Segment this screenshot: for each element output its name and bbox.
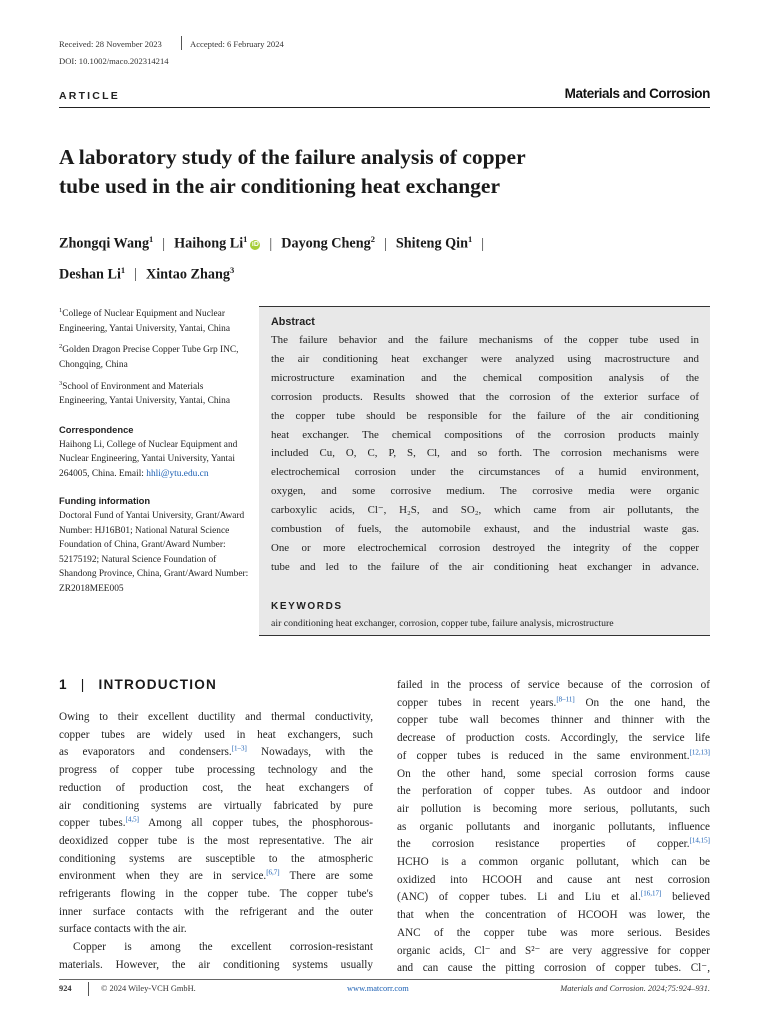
line-text: copper tubes in recent years. xyxy=(397,696,557,709)
journal-url-link[interactable]: www.matcorr.com xyxy=(347,984,409,993)
line-text: believed xyxy=(661,891,710,904)
affiliation xyxy=(59,340,249,372)
line-text: inner surface contacts with the refrigerant and the outer xyxy=(59,905,373,918)
author-name[interactable]: Haihong Li xyxy=(174,235,244,252)
abstract-text xyxy=(271,331,699,577)
accepted-date: Accepted: 6 February 2024 xyxy=(190,39,284,49)
body-line xyxy=(59,957,373,975)
line-text: copper tubes. xyxy=(59,817,126,830)
keywords-text: air conditioning heat exchanger, corrosion, copper tube, failure analysis, microstructure xyxy=(271,618,614,629)
citation-ref[interactable]: [14,15] xyxy=(689,836,710,845)
line-text: On the one hand, the xyxy=(574,696,710,709)
body-line xyxy=(59,727,373,745)
citation-ref[interactable]: [16,17] xyxy=(640,889,662,898)
abstract-line: the air conditioning heat exchanger were analyzed using macrostructure and xyxy=(271,352,699,365)
body-line xyxy=(59,939,373,957)
abstract-box xyxy=(259,306,710,636)
keywords-heading: KEYWORDS xyxy=(271,601,343,612)
citation-ref[interactable]: [12,13] xyxy=(689,748,710,757)
line-text: and can cause the pitting corrosion of copper tubes. Cl⁻, xyxy=(397,962,710,975)
author-separator: | xyxy=(162,235,166,252)
doi[interactable]: DOI: 10.1002/maco.202314214 xyxy=(59,56,169,66)
correspondence-heading: Correspondence xyxy=(59,423,134,435)
title-line: A laboratory study of the failure analysis of copper xyxy=(59,145,526,169)
author-affil-sup: 3 xyxy=(229,264,235,275)
section-title: INTRODUCTION xyxy=(98,677,218,692)
section-separator: | xyxy=(80,677,86,692)
author-name[interactable]: Zhongqi Wang xyxy=(59,235,150,252)
line-text: the corrosion resistance properties of copper. xyxy=(397,838,690,851)
citation-ref[interactable]: [8–11] xyxy=(556,694,575,703)
citation-ref[interactable]: [6,7] xyxy=(266,868,280,877)
line-text: surface contacts with the air. xyxy=(59,923,187,936)
body-line xyxy=(59,798,373,816)
abstract-line: carboxylic acids, Cl⁻, H₂S, and SO₂, which came from air pollutants, the xyxy=(271,504,699,517)
body-line xyxy=(397,783,710,801)
line-text: as evaporators and condensers. xyxy=(59,746,232,759)
author-line xyxy=(59,257,719,288)
affil-sup: 3 xyxy=(59,379,63,387)
author-name[interactable]: Xintao Zhang xyxy=(145,266,230,283)
section-heading xyxy=(59,677,217,692)
author-line xyxy=(59,226,719,257)
orcid-icon[interactable]: iD xyxy=(251,240,259,248)
body-column-left xyxy=(59,709,373,975)
copyright: © 2024 Wiley-VCH GmbH. xyxy=(101,984,196,993)
citation-ref[interactable]: [4,5] xyxy=(125,815,140,824)
author-list xyxy=(59,226,719,287)
body-line xyxy=(397,677,710,695)
body-line xyxy=(59,851,373,869)
correspondence-text xyxy=(59,438,249,482)
funding-text: Doctoral Fund of Yantai University, Grant/Award Number: HJ16B01; National Natural Science Foundation of China, Grant/Award Number: 52175192; Natural Science Foundation of Shandong Province, China, Grant/Award Number: ZR2018MEE005 xyxy=(59,510,249,594)
body-line xyxy=(397,925,710,943)
received-date: Received: 28 November 2023 xyxy=(59,39,162,49)
abstract-line: electrochemical corrosion under the circumstances of a humid environment, xyxy=(271,466,699,479)
footer-divider xyxy=(88,982,89,996)
line-text: There are some xyxy=(279,870,373,883)
author-affil-sup: 2 xyxy=(370,234,375,244)
body-line xyxy=(59,833,373,851)
author-affil-sup: 1 xyxy=(467,234,473,244)
body-column-right xyxy=(397,677,710,978)
line-text: materials. However, the air conditioning systems usually xyxy=(59,958,373,971)
affil-sup: 1 xyxy=(59,307,63,314)
body-line xyxy=(397,801,710,819)
footer-rule xyxy=(59,979,710,980)
author-separator: | xyxy=(481,235,485,252)
line-text: organic acids, Cl⁻ and S²⁻ are very aggressive for copper xyxy=(397,944,710,957)
line-text: HCHO is a common organic pollutant, which can be xyxy=(397,856,710,869)
abstract-line: heat exchanger. The chemical compositions of the corrosion products mainly xyxy=(271,428,699,441)
body-line xyxy=(59,762,373,780)
body-line xyxy=(59,815,373,833)
line-text: as organic pollutants and inorganic pollutants, influence xyxy=(397,820,710,833)
affil-text: College of Nuclear Equipment and Nuclear Engineering, Yantai University, Yantai, China xyxy=(59,309,230,334)
body-line xyxy=(397,819,710,837)
line-text: failed in the process of service because of the corrosion of xyxy=(397,679,710,691)
line-text: decrease of production costs. Accordingly, the service life xyxy=(397,732,710,745)
body-line xyxy=(397,854,710,872)
body-line xyxy=(397,748,710,766)
line-text: air conditioning systems are virtually fabricated by pure xyxy=(59,799,373,812)
abstract-line: microstructure examination and the chemical composition analysis of the xyxy=(271,371,699,384)
abstract-heading: Abstract xyxy=(271,316,315,328)
body-line xyxy=(397,766,710,784)
abstract-line: One or more electrochemical corrosion destroyed the integrity of the copper xyxy=(271,541,699,554)
author-separator: | xyxy=(134,266,137,283)
author-name[interactable]: Shiteng Qin xyxy=(395,235,468,252)
author-name[interactable]: Deshan Li xyxy=(59,266,121,283)
abstract-line: the copper tube should be responsible for the failure of the air conditioning xyxy=(271,409,699,422)
line-text: the perforation of copper tubes. As outdoor and indoor xyxy=(397,785,710,798)
side-info-column xyxy=(59,304,249,596)
line-text: Owing to their excellent ductility and thermal conductivity, xyxy=(59,711,373,723)
affil-sup: 2 xyxy=(59,343,63,351)
line-text: oxidized into HCOOH and cause ant nest corrosion xyxy=(397,873,710,886)
abstract-line: combustion of fuels, the automobile exhaust, and the industrial waste gas. xyxy=(271,523,699,536)
line-text: deoxidized copper tube is the most representative. The air xyxy=(59,834,373,847)
line-text: Among all copper tubes, the phosphorous- xyxy=(139,817,373,830)
body-line xyxy=(397,960,710,978)
line-text: Nowadays, with the xyxy=(246,746,373,759)
page-number: 924 xyxy=(59,984,72,993)
line-text: that when the concentration of HCOOH was lower, the xyxy=(397,909,710,922)
line-text: environment when they are in service. xyxy=(59,870,267,883)
line-text: progress of copper tube processing technology and the xyxy=(59,764,373,777)
body-line xyxy=(59,744,373,762)
body-line xyxy=(397,695,710,713)
body-line xyxy=(397,836,710,854)
body-line xyxy=(397,907,710,925)
body-line xyxy=(59,868,373,886)
citation: Materials and Corrosion. 2024;75:924–931. xyxy=(560,984,710,993)
body-line xyxy=(397,943,710,961)
affiliation xyxy=(59,377,249,409)
author-affil-sup: 1 xyxy=(149,234,154,244)
abstract-line: oxygen, and some corrosive medium. The corrosive media were organic xyxy=(271,485,699,498)
line-text: conditioning systems are susceptible to the atmospheric xyxy=(59,852,373,865)
journal-name: Materials and Corrosion xyxy=(564,86,710,101)
body-line xyxy=(59,921,373,939)
abstract-line: tube and led to the failure of the air conditioning heat exchanger in advance. xyxy=(271,560,699,573)
journal-url[interactable] xyxy=(347,984,409,993)
author-separator: | xyxy=(383,235,387,252)
line-text: air pollution is becoming more serious, pollutants, such xyxy=(397,802,710,815)
email-label: Email: xyxy=(118,468,144,479)
abstract-line: included Cu, O, C, P, S, Cl, and so forth. The corrosion mechanisms were xyxy=(271,447,699,460)
body-line xyxy=(397,872,710,890)
body-line xyxy=(397,889,710,907)
body-line xyxy=(59,780,373,798)
author-affil-sup: 1 xyxy=(243,234,248,244)
line-text: of copper tubes is reduced in the same environment. xyxy=(397,749,690,762)
affil-text: Golden Dragon Precise Copper Tube Grp INC, Chongqing, China xyxy=(59,345,239,371)
line-text: refrigerants flowing in the copper tube. The copper tube's xyxy=(59,888,373,901)
body-line xyxy=(397,730,710,748)
author-separator: | xyxy=(269,235,273,252)
line-text: ANC of the copper tube was more serious. Besides xyxy=(397,926,710,939)
title-line: tube used in the air conditioning heat exchanger xyxy=(59,174,500,198)
section-number: 1 xyxy=(59,677,68,692)
abstract-line: corrosion products. Results showed that the corrosion of the exterior surface of xyxy=(271,390,699,403)
affil-text: School of Environment and Materials Engineering, Yantai University, Yantai, China xyxy=(59,381,230,407)
article-label: ARTICLE xyxy=(59,90,120,102)
abstract-line: The failure behavior and the failure mechanisms of the copper tube used in xyxy=(271,334,699,346)
citation-ref[interactable]: [1–3] xyxy=(231,744,247,753)
correspondence-address: Haihong Li, College of Nuclear Equipment and Nuclear Engineering, Yantai University, Yantai 264005, China. xyxy=(59,439,238,479)
line-text: On the other hand, some special corrosion forms cause xyxy=(397,767,710,780)
author-affil-sup: 1 xyxy=(120,264,126,275)
line-text: copper tubes are widely used in heat exchangers, such xyxy=(59,728,373,741)
article-title xyxy=(59,143,719,201)
line-text: copper tube wall becomes thinner and thinner with the xyxy=(397,714,710,727)
line-text: Copper is among the excellent corrosion-resistant xyxy=(73,941,373,954)
funding-heading: Funding information xyxy=(59,495,151,507)
body-line xyxy=(59,886,373,904)
email-link[interactable]: hhli@ytu.edu.cn xyxy=(146,468,209,479)
body-line xyxy=(59,709,373,727)
body-line xyxy=(397,712,710,730)
line-text: (ANC) of copper tubes. Li and Liu et al. xyxy=(397,891,641,904)
header-divider xyxy=(181,36,182,50)
line-text: reduction of production cost, the heat exchangers of xyxy=(59,781,373,794)
author-name[interactable]: Dayong Cheng xyxy=(281,235,371,252)
affiliation xyxy=(59,304,249,336)
body-line xyxy=(59,904,373,922)
header-rule xyxy=(59,107,710,108)
